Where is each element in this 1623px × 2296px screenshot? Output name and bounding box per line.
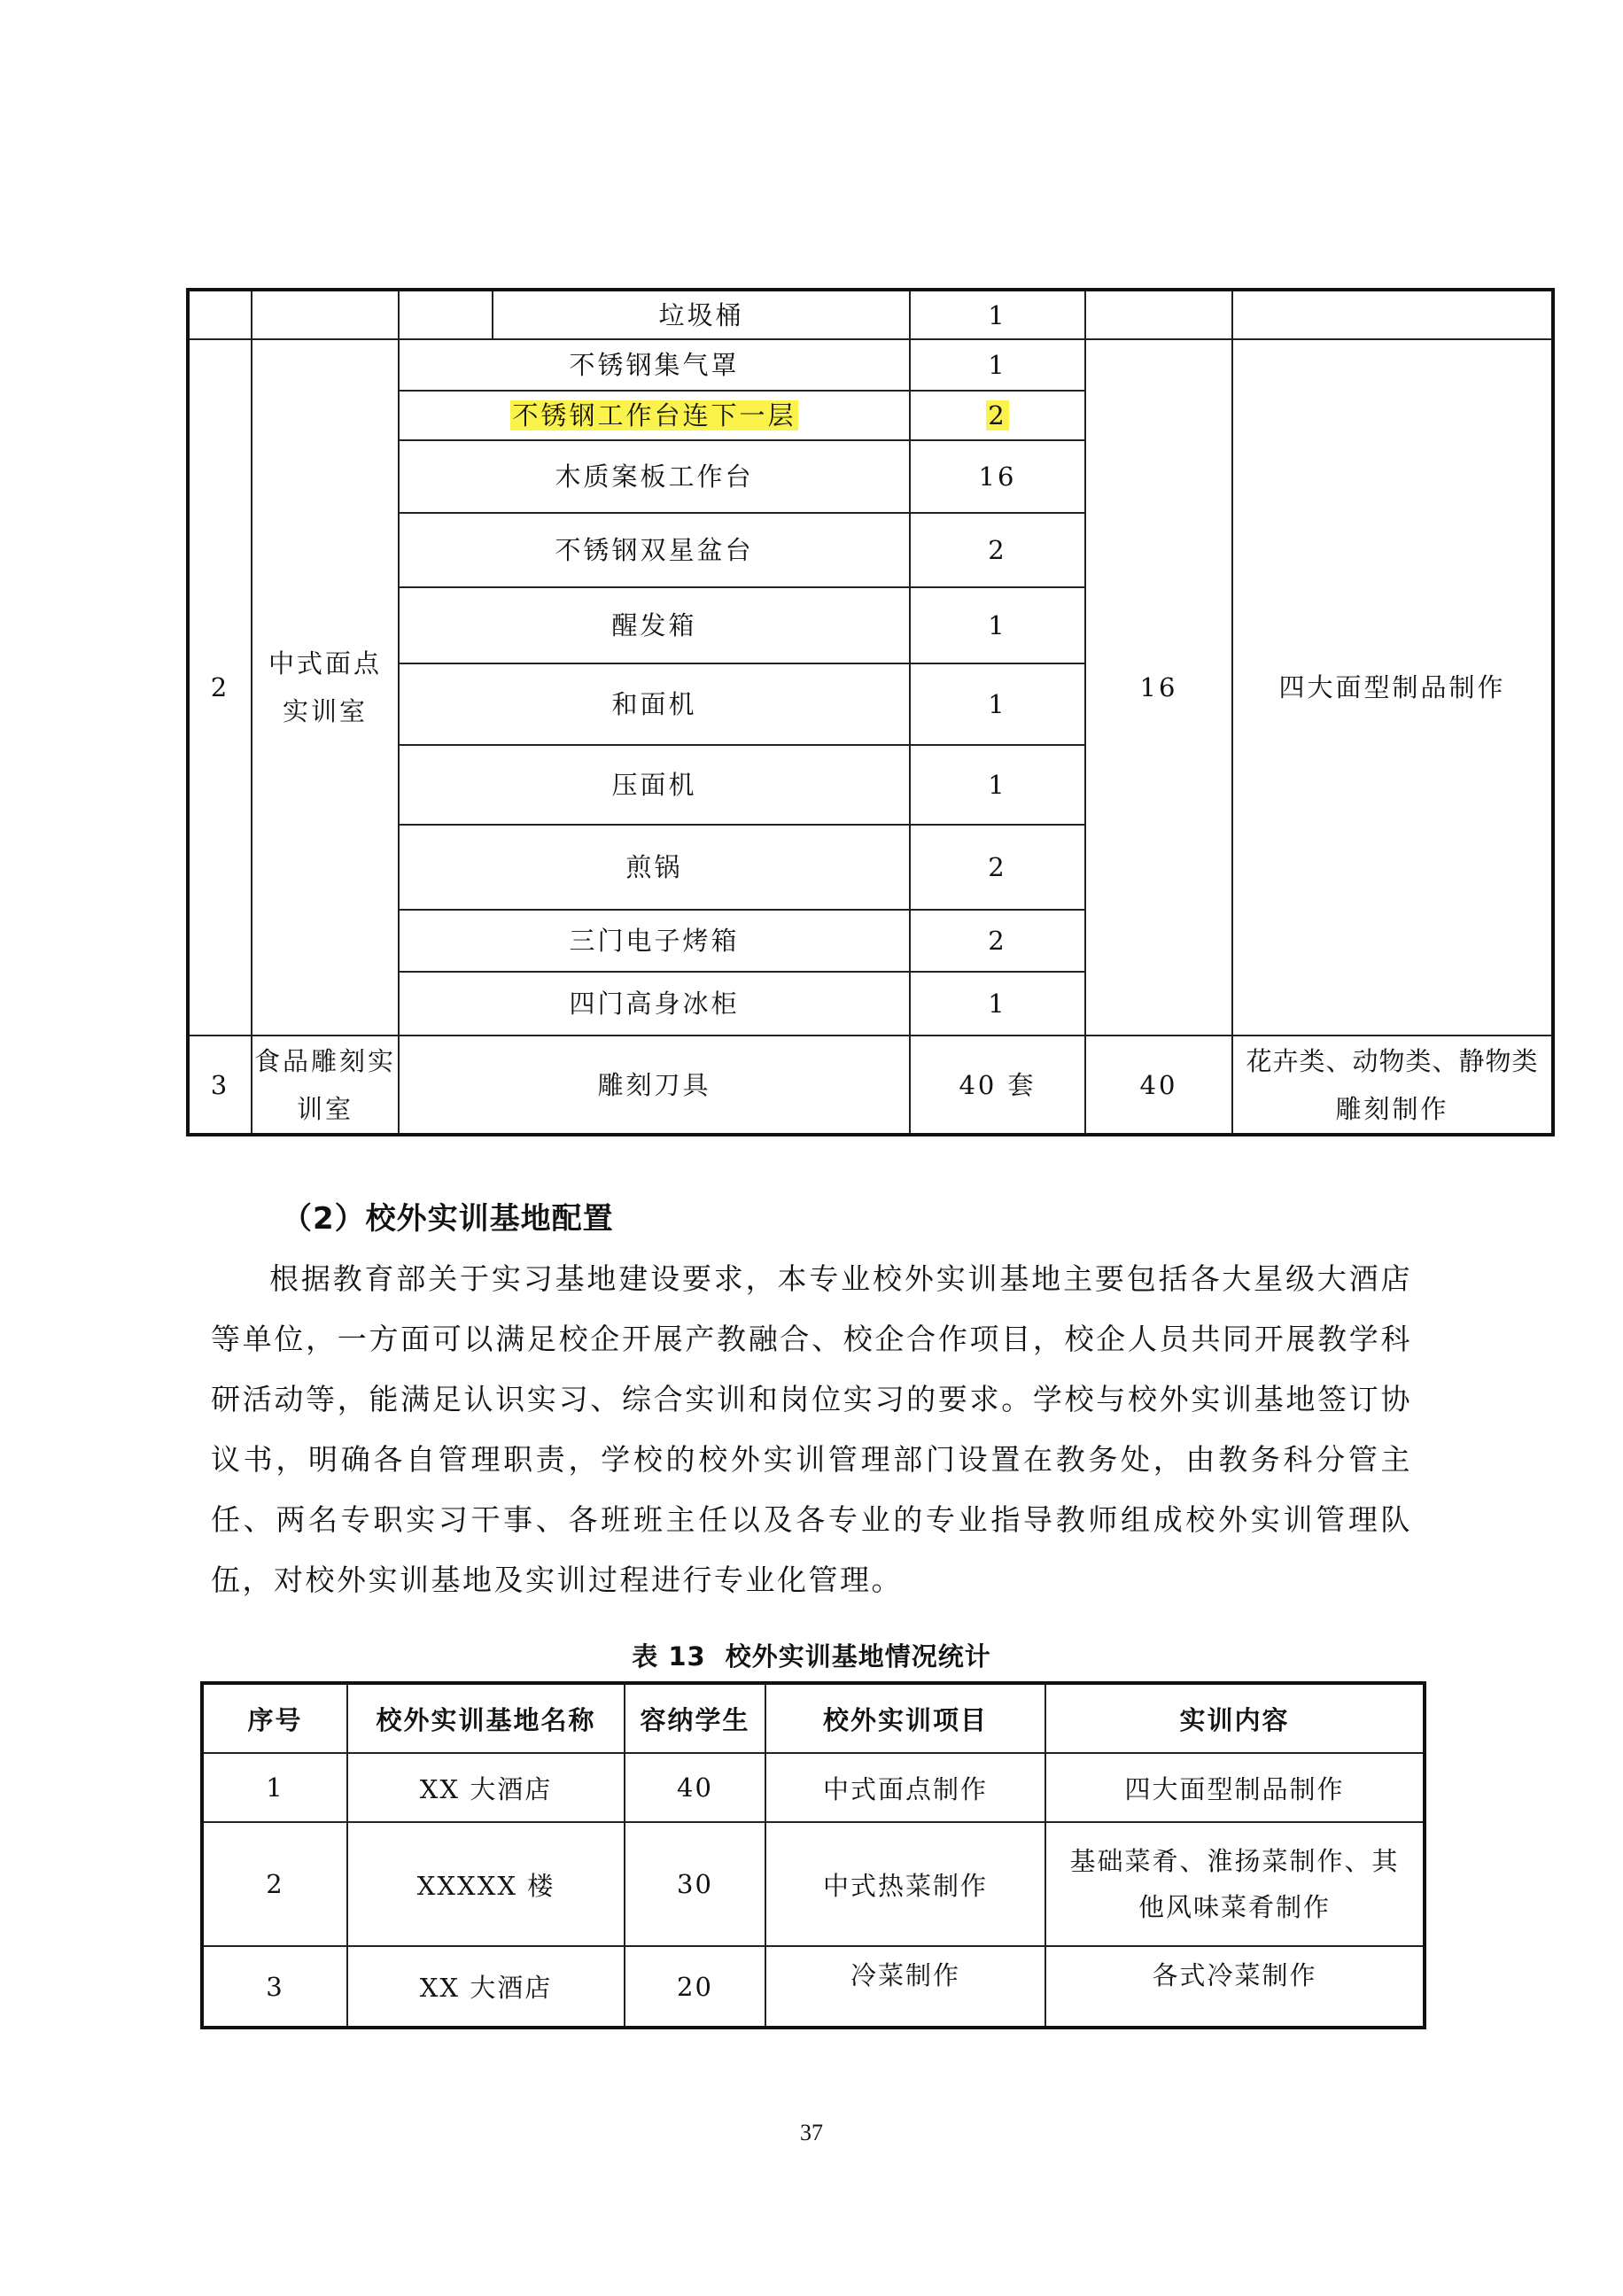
column-header: 校外实训项目	[765, 1683, 1045, 1753]
base-name: XX 大酒店	[347, 1946, 625, 2028]
training-content: 四大面型制品制作	[1232, 339, 1553, 1036]
room-name-text: 中式面点实训室	[268, 648, 382, 726]
project: 中式热菜制作	[765, 1822, 1045, 1946]
content-line1: 基础菜肴、淮扬菜制作、其	[1069, 1846, 1400, 1876]
highlight-text: 不锈钢工作台连下一层	[512, 400, 796, 430]
equipment-qty: 1	[910, 663, 1085, 745]
table-row	[188, 1036, 1553, 1135]
capacity: 40	[1085, 1036, 1232, 1135]
empty-cell	[1085, 290, 1232, 339]
room-name	[252, 1036, 399, 1135]
equipment-qty: 1	[910, 745, 1085, 825]
table-row	[202, 1753, 1425, 1822]
equipment-name: 和面机	[399, 663, 910, 745]
training-content	[1045, 1822, 1425, 1946]
capacity: 16	[1085, 339, 1232, 1036]
equipment-name: 煎锅	[399, 825, 910, 910]
project: 冷菜制作	[765, 1946, 1045, 2028]
equipment-qty: 16	[910, 440, 1085, 513]
content-line1: 花卉类、动物类、静物类	[1246, 1045, 1539, 1076]
room-name-line2: 训室	[296, 1093, 353, 1124]
row-seq: 1	[202, 1753, 347, 1822]
empty-cell	[252, 290, 399, 339]
empty-cell	[1232, 290, 1553, 339]
project: 中式面点制作	[765, 1753, 1045, 1822]
equipment-qty: 40 套	[910, 1036, 1085, 1135]
equipment-name: 醒发箱	[399, 587, 910, 663]
page-number: 37	[800, 2120, 823, 2145]
equipment-name: 雕刻刀具	[399, 1036, 910, 1135]
row-seq: 2	[202, 1822, 347, 1946]
equipment-qty: 2	[910, 513, 1085, 587]
column-header: 校外实训基地名称	[347, 1683, 625, 1753]
empty-cell	[188, 290, 252, 339]
room-name-line1: 食品雕刻实	[253, 1045, 396, 1076]
row-seq: 2	[188, 339, 252, 1036]
capacity: 30	[625, 1822, 765, 1946]
table-caption	[0, 1637, 1623, 1673]
table-row	[202, 1822, 1425, 1946]
capacity: 20	[625, 1946, 765, 2028]
table-header-row	[202, 1683, 1425, 1753]
row-seq: 3	[188, 1036, 252, 1135]
column-header: 实训内容	[1045, 1683, 1425, 1753]
training-base-table	[200, 1681, 1426, 2029]
equipment-name: 四门高身冰柜	[399, 972, 910, 1036]
table-row	[188, 290, 1553, 339]
equipment-name-highlighted	[399, 391, 910, 440]
equipment-table	[186, 288, 1555, 1136]
equipment-qty: 1	[910, 972, 1085, 1036]
training-content	[1232, 1036, 1553, 1135]
equipment-qty: 1	[910, 587, 1085, 663]
empty-cell	[399, 290, 493, 339]
table-row	[202, 1946, 1425, 2028]
room-name	[252, 339, 399, 1036]
body-paragraph: 根据教育部关于实习基地建设要求，本专业校外实训基地主要包括各大星级大酒店等单位，一方面可以满足校企开展产教融合、校企合作项目，校企人员共同开展教学科研活动等，能满足认识实习、综合实训和岗位实习的要求。学校与校外实训基地签订协议书，明确各自管理职责，学校的校外实训管理部门设置在教务处，由教务科分管主任、两名专职实习干事、各班班主任以及各专业的专业指导教师组成校外实训管理队伍，对校外实训基地及实训过程进行专业化管理。	[211, 1261, 1412, 1597]
content-line2: 雕刻制作	[1335, 1093, 1449, 1124]
equipment-qty: 2	[910, 825, 1085, 910]
highlight-qty: 2	[988, 400, 1007, 430]
column-header: 容纳学生	[625, 1683, 765, 1753]
training-content: 各式冷菜制作	[1045, 1946, 1425, 2028]
equipment-name: 压面机	[399, 745, 910, 825]
base-name: XXXXX 楼	[347, 1822, 625, 1946]
section-heading: （2）校外实训基地配置	[282, 1201, 614, 1237]
equipment-name: 木质案板工作台	[399, 440, 910, 513]
table-caption-number: 表 13	[632, 1641, 706, 1672]
equipment-qty-highlighted	[910, 391, 1085, 440]
column-header: 序号	[202, 1683, 347, 1753]
equipment-name: 垃圾桶	[493, 290, 910, 339]
capacity: 40	[625, 1753, 765, 1822]
equipment-name: 不锈钢集气罩	[399, 339, 910, 391]
content-line2: 他风味菜肴制作	[1138, 1892, 1331, 1922]
training-content: 四大面型制品制作	[1045, 1753, 1425, 1822]
equipment-qty: 1	[910, 339, 1085, 391]
table-row	[188, 339, 1553, 391]
equipment-name: 不锈钢双星盆台	[399, 513, 910, 587]
equipment-name: 三门电子烤箱	[399, 910, 910, 972]
equipment-qty: 2	[910, 910, 1085, 972]
table-caption-title: 校外实训基地情况统计	[725, 1641, 991, 1672]
base-name: XX 大酒店	[347, 1753, 625, 1822]
equipment-qty: 1	[910, 290, 1085, 339]
row-seq: 3	[202, 1946, 347, 2028]
